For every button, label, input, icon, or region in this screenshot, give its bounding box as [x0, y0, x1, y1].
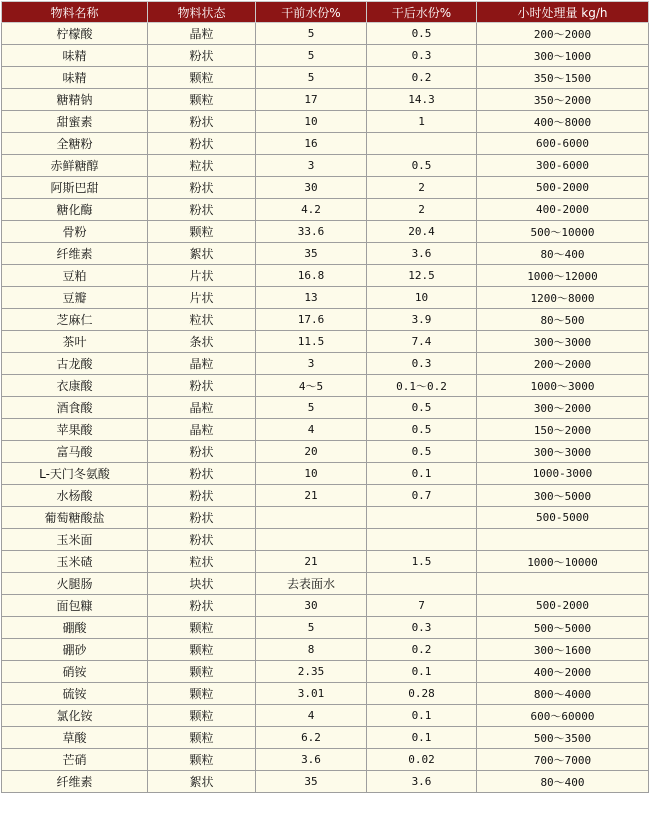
cell-hourly-capacity: 300～2000 [477, 397, 649, 419]
cell-material-state: 颗粒 [148, 727, 256, 749]
cell-material-name: 柠檬酸 [2, 23, 148, 45]
cell-moisture-after: 1 [367, 111, 477, 133]
cell-hourly-capacity: 200～2000 [477, 23, 649, 45]
cell-moisture-before: 4 [256, 419, 367, 441]
table-row [2, 67, 649, 89]
cell-material-name: 糖化酶 [2, 199, 148, 221]
cell-material-name: 水杨酸 [2, 485, 148, 507]
table-row [2, 353, 649, 375]
cell-moisture-before: 16 [256, 133, 367, 155]
table-row [2, 507, 649, 529]
cell-material-state: 粉状 [148, 595, 256, 617]
cell-moisture-after: 0.5 [367, 441, 477, 463]
table-row [2, 771, 649, 793]
cell-moisture-before: 21 [256, 485, 367, 507]
cell-material-name: 衣康酸 [2, 375, 148, 397]
cell-moisture-before: 2.35 [256, 661, 367, 683]
cell-hourly-capacity: 350～2000 [477, 89, 649, 111]
cell-moisture-before: 5 [256, 45, 367, 67]
cell-moisture-after: 0.2 [367, 639, 477, 661]
cell-hourly-capacity: 300～1000 [477, 45, 649, 67]
cell-moisture-after: 0.1 [367, 661, 477, 683]
header-moisture-after: 干后水份% [367, 2, 477, 23]
cell-moisture-before: 5 [256, 617, 367, 639]
cell-material-state: 晶粒 [148, 353, 256, 375]
cell-material-state: 颗粒 [148, 67, 256, 89]
table-row [2, 639, 649, 661]
table-row [2, 265, 649, 287]
cell-material-state: 粉状 [148, 177, 256, 199]
table-row [2, 551, 649, 573]
table-row [2, 705, 649, 727]
table-row [2, 375, 649, 397]
cell-moisture-before: 3 [256, 155, 367, 177]
cell-hourly-capacity: 800～4000 [477, 683, 649, 705]
cell-material-state: 粉状 [148, 441, 256, 463]
table-row [2, 23, 649, 45]
cell-moisture-before: 10 [256, 111, 367, 133]
cell-material-state: 晶粒 [148, 419, 256, 441]
table-row [2, 331, 649, 353]
cell-hourly-capacity: 1200～8000 [477, 287, 649, 309]
table-row [2, 749, 649, 771]
table-row [2, 243, 649, 265]
cell-material-state: 颗粒 [148, 661, 256, 683]
cell-hourly-capacity: 700～7000 [477, 749, 649, 771]
cell-moisture-after: 0.1 [367, 727, 477, 749]
cell-moisture-before: 8 [256, 639, 367, 661]
cell-moisture-after: 3.9 [367, 309, 477, 331]
table-row [2, 441, 649, 463]
cell-hourly-capacity: 300-6000 [477, 155, 649, 177]
header-hourly-capacity: 小时处理量 kg/h [477, 2, 649, 23]
cell-hourly-capacity: 600-6000 [477, 133, 649, 155]
cell-moisture-after: 0.28 [367, 683, 477, 705]
cell-moisture-before: 35 [256, 771, 367, 793]
cell-hourly-capacity: 500～10000 [477, 221, 649, 243]
cell-material-name: 纤维素 [2, 771, 148, 793]
cell-material-state: 粉状 [148, 45, 256, 67]
cell-material-name: 硝铵 [2, 661, 148, 683]
cell-material-state: 粒状 [148, 155, 256, 177]
cell-material-state: 粉状 [148, 375, 256, 397]
cell-hourly-capacity: 500-2000 [477, 595, 649, 617]
cell-material-state: 粉状 [148, 199, 256, 221]
cell-hourly-capacity: 80～500 [477, 309, 649, 331]
cell-material-state: 颗粒 [148, 683, 256, 705]
cell-moisture-after: 1.5 [367, 551, 477, 573]
cell-material-state: 颗粒 [148, 617, 256, 639]
cell-material-name: 全糖粉 [2, 133, 148, 155]
cell-moisture-before: 3.6 [256, 749, 367, 771]
cell-material-name: L-天门冬氨酸 [2, 463, 148, 485]
header-row [2, 2, 649, 23]
cell-hourly-capacity: 80～400 [477, 243, 649, 265]
cell-material-name: 味精 [2, 45, 148, 67]
cell-material-state: 絮状 [148, 243, 256, 265]
cell-moisture-after: 14.3 [367, 89, 477, 111]
cell-material-state: 粒状 [148, 309, 256, 331]
cell-moisture-after: 0.5 [367, 419, 477, 441]
cell-material-state: 片状 [148, 287, 256, 309]
table-row [2, 419, 649, 441]
cell-moisture-after: 12.5 [367, 265, 477, 287]
cell-material-state: 粉状 [148, 111, 256, 133]
cell-material-name: 芒硝 [2, 749, 148, 771]
cell-material-state: 晶粒 [148, 23, 256, 45]
cell-moisture-after: 20.4 [367, 221, 477, 243]
cell-hourly-capacity: 1000～10000 [477, 551, 649, 573]
cell-moisture-after: 0.1 [367, 463, 477, 485]
cell-hourly-capacity: 400～8000 [477, 111, 649, 133]
table-header [2, 2, 649, 23]
cell-hourly-capacity: 500-5000 [477, 507, 649, 529]
table-row [2, 529, 649, 551]
cell-moisture-after: 10 [367, 287, 477, 309]
cell-material-state: 粉状 [148, 133, 256, 155]
table-row [2, 661, 649, 683]
cell-hourly-capacity [477, 573, 649, 595]
cell-moisture-after: 3.6 [367, 243, 477, 265]
cell-material-name: 骨粉 [2, 221, 148, 243]
cell-moisture-after: 0.3 [367, 617, 477, 639]
cell-material-name: 草酸 [2, 727, 148, 749]
cell-moisture-before: 30 [256, 595, 367, 617]
cell-material-state: 絮状 [148, 771, 256, 793]
cell-material-name: 硫铵 [2, 683, 148, 705]
cell-moisture-before [256, 529, 367, 551]
cell-material-state: 颗粒 [148, 89, 256, 111]
cell-material-name: 面包糠 [2, 595, 148, 617]
cell-moisture-after: 0.5 [367, 397, 477, 419]
cell-hourly-capacity: 400～2000 [477, 661, 649, 683]
table-row [2, 287, 649, 309]
cell-material-name: 糖精钠 [2, 89, 148, 111]
cell-material-name: 氯化铵 [2, 705, 148, 727]
cell-moisture-before: 4.2 [256, 199, 367, 221]
cell-moisture-before: 10 [256, 463, 367, 485]
cell-moisture-after: 0.3 [367, 45, 477, 67]
cell-material-name: 酒食酸 [2, 397, 148, 419]
table-row [2, 309, 649, 331]
cell-hourly-capacity: 1000-3000 [477, 463, 649, 485]
table-row [2, 45, 649, 67]
cell-material-state: 粉状 [148, 507, 256, 529]
cell-hourly-capacity: 200～2000 [477, 353, 649, 375]
cell-moisture-before: 5 [256, 67, 367, 89]
cell-moisture-before: 20 [256, 441, 367, 463]
table-row [2, 573, 649, 595]
cell-material-state: 粉状 [148, 529, 256, 551]
cell-material-name: 味精 [2, 67, 148, 89]
cell-material-name: 葡萄糖酸盐 [2, 507, 148, 529]
cell-moisture-after: 2 [367, 199, 477, 221]
cell-hourly-capacity: 500～5000 [477, 617, 649, 639]
cell-hourly-capacity: 500～3500 [477, 727, 649, 749]
cell-moisture-before: 21 [256, 551, 367, 573]
cell-hourly-capacity: 300～1600 [477, 639, 649, 661]
table-row [2, 221, 649, 243]
cell-moisture-before: 17.6 [256, 309, 367, 331]
cell-material-state: 颗粒 [148, 221, 256, 243]
cell-material-state: 晶粒 [148, 397, 256, 419]
table-row [2, 177, 649, 199]
cell-moisture-before: 4 [256, 705, 367, 727]
cell-material-state: 颗粒 [148, 639, 256, 661]
table-row [2, 485, 649, 507]
table-row [2, 111, 649, 133]
cell-moisture-before: 17 [256, 89, 367, 111]
cell-moisture-after: 7.4 [367, 331, 477, 353]
cell-moisture-before: 13 [256, 287, 367, 309]
table-row [2, 463, 649, 485]
cell-moisture-before: 去表面水 [256, 573, 367, 595]
cell-hourly-capacity: 1000～3000 [477, 375, 649, 397]
cell-moisture-after: 3.6 [367, 771, 477, 793]
cell-material-state: 颗粒 [148, 749, 256, 771]
cell-moisture-after: 0.1 [367, 705, 477, 727]
cell-moisture-after: 0.2 [367, 67, 477, 89]
cell-material-name: 茶叶 [2, 331, 148, 353]
cell-material-name: 甜蜜素 [2, 111, 148, 133]
cell-material-name: 赤鲜糖醇 [2, 155, 148, 177]
cell-moisture-after: 0.7 [367, 485, 477, 507]
cell-material-state: 片状 [148, 265, 256, 287]
cell-moisture-before [256, 507, 367, 529]
cell-hourly-capacity: 1000～12000 [477, 265, 649, 287]
cell-material-name: 古龙酸 [2, 353, 148, 375]
cell-hourly-capacity: 300～3000 [477, 331, 649, 353]
table-row [2, 199, 649, 221]
cell-hourly-capacity: 350～1500 [477, 67, 649, 89]
cell-material-state: 粒状 [148, 551, 256, 573]
cell-moisture-after [367, 507, 477, 529]
cell-moisture-after: 0.5 [367, 155, 477, 177]
cell-material-name: 富马酸 [2, 441, 148, 463]
cell-moisture-after: 2 [367, 177, 477, 199]
cell-material-state: 条状 [148, 331, 256, 353]
cell-material-name: 芝麻仁 [2, 309, 148, 331]
cell-moisture-after: 0.3 [367, 353, 477, 375]
cell-moisture-after: 0.02 [367, 749, 477, 771]
table-row [2, 727, 649, 749]
cell-moisture-after [367, 529, 477, 551]
cell-material-name: 硼砂 [2, 639, 148, 661]
cell-moisture-before: 35 [256, 243, 367, 265]
cell-moisture-before: 30 [256, 177, 367, 199]
table-row [2, 133, 649, 155]
cell-moisture-before: 16.8 [256, 265, 367, 287]
cell-moisture-after: 7 [367, 595, 477, 617]
cell-moisture-after [367, 133, 477, 155]
cell-moisture-after: 0.5 [367, 23, 477, 45]
cell-moisture-before: 3 [256, 353, 367, 375]
drying-capacity-table [1, 1, 649, 793]
cell-hourly-capacity: 300～3000 [477, 441, 649, 463]
cell-moisture-before: 33.6 [256, 221, 367, 243]
cell-moisture-before: 5 [256, 397, 367, 419]
header-moisture-before: 干前水份% [256, 2, 367, 23]
cell-material-name: 苹果酸 [2, 419, 148, 441]
cell-moisture-after [367, 573, 477, 595]
cell-moisture-before: 4～5 [256, 375, 367, 397]
cell-material-name: 纤维素 [2, 243, 148, 265]
cell-material-name: 玉米面 [2, 529, 148, 551]
cell-material-state: 粉状 [148, 485, 256, 507]
cell-moisture-before: 6.2 [256, 727, 367, 749]
header-material-state: 物料状态 [148, 2, 256, 23]
table-row [2, 397, 649, 419]
table-row [2, 155, 649, 177]
table-body [2, 23, 649, 793]
cell-moisture-before: 3.01 [256, 683, 367, 705]
cell-moisture-before: 11.5 [256, 331, 367, 353]
table-row [2, 683, 649, 705]
cell-material-state: 颗粒 [148, 705, 256, 727]
cell-material-state: 粉状 [148, 463, 256, 485]
cell-hourly-capacity: 600～60000 [477, 705, 649, 727]
cell-material-state: 块状 [148, 573, 256, 595]
cell-hourly-capacity [477, 529, 649, 551]
header-material-name: 物料名称 [2, 2, 148, 23]
cell-material-name: 玉米碴 [2, 551, 148, 573]
table-row [2, 89, 649, 111]
cell-hourly-capacity: 400-2000 [477, 199, 649, 221]
cell-hourly-capacity: 80～400 [477, 771, 649, 793]
cell-hourly-capacity: 500-2000 [477, 177, 649, 199]
cell-material-name: 豆粕 [2, 265, 148, 287]
table-row [2, 595, 649, 617]
cell-moisture-before: 5 [256, 23, 367, 45]
cell-hourly-capacity: 300～5000 [477, 485, 649, 507]
cell-material-name: 阿斯巴甜 [2, 177, 148, 199]
cell-material-name: 硼酸 [2, 617, 148, 639]
cell-material-name: 火腿肠 [2, 573, 148, 595]
cell-moisture-after: 0.1～0.2 [367, 375, 477, 397]
table-row [2, 617, 649, 639]
cell-material-name: 豆瓣 [2, 287, 148, 309]
cell-hourly-capacity: 150～2000 [477, 419, 649, 441]
